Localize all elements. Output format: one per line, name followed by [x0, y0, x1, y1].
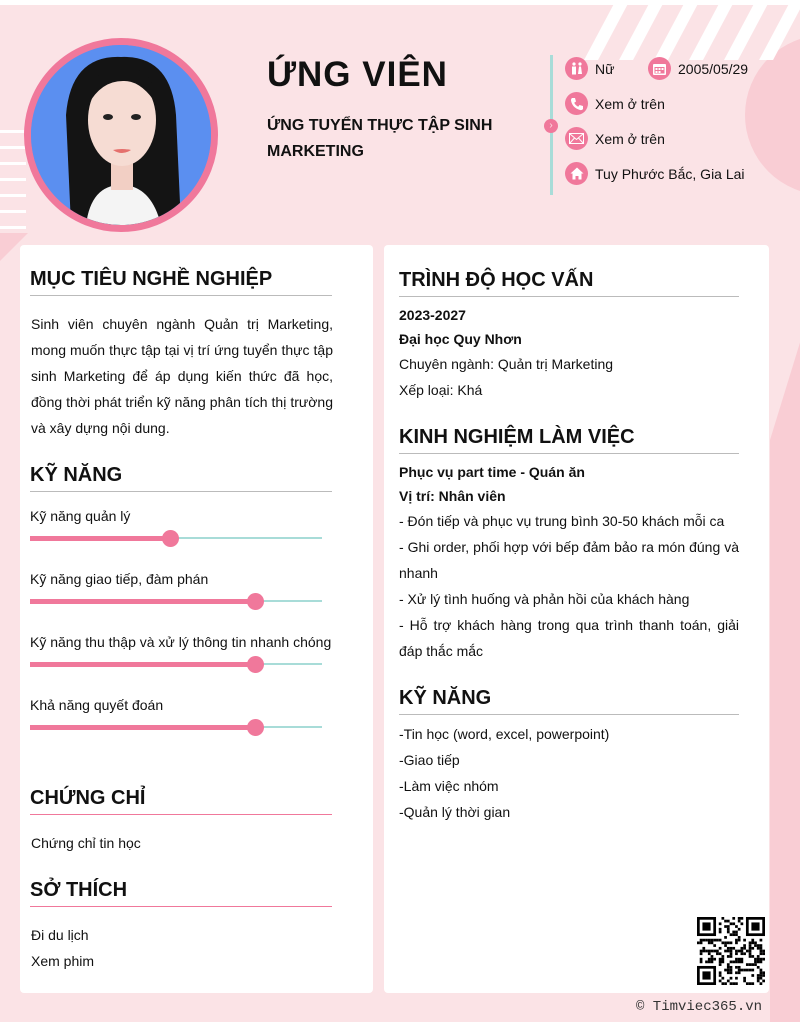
gender-icon: [565, 57, 588, 80]
hobby-item: Xem phim: [31, 953, 95, 969]
experience-line: - Xử lý tình huống và phản hồi của khách hàng: [399, 591, 690, 607]
right-column-content: [399, 268, 739, 825]
phone-icon: [565, 92, 588, 115]
section-title-skills-right: KỸ NĂNG: [399, 686, 739, 715]
skill-bar-knob: [247, 656, 264, 673]
skill-label: Kỹ năng thu thập và xử lý thông tin nhanh chóng: [30, 634, 332, 650]
skill-bar-fill: [30, 536, 170, 541]
decor-band: [770, 245, 800, 1022]
candidate-name: ỨNG VIÊN: [267, 55, 448, 94]
education-school: Đại học Quy Nhơn: [399, 331, 522, 347]
section-title-skills: KỸ NĂNG: [30, 464, 332, 492]
contact-gender: Nữ: [565, 57, 614, 80]
contact-email: Xem ở trên: [565, 127, 665, 150]
skill-bar: [30, 600, 322, 602]
contact-birthday: 2005/05/29: [648, 57, 748, 80]
experience-line: - Đón tiếp và phục vụ trung bình 30-50 khách mỗi ca: [399, 513, 725, 529]
education-grade: Xếp loại: Khá: [399, 382, 483, 398]
section-title-education: TRÌNH ĐỘ HỌC VẤN: [399, 268, 739, 297]
skill-bar-fill: [30, 662, 255, 667]
skill-bar: [30, 726, 322, 728]
cv-page: [0, 5, 800, 1022]
skill-item: -Giao tiếp: [399, 752, 460, 768]
copyright: © Timviec365.vn: [636, 999, 763, 1015]
skill-bar: [30, 663, 322, 665]
skill-bar: [30, 537, 322, 539]
job-title: ỨNG TUYỂN THỰC TẬP SINH MARKETING: [267, 117, 493, 160]
skill-bar-fill: [30, 725, 255, 730]
chevron-right-icon: ›: [544, 119, 558, 133]
skill-label: Kỹ năng quản lý: [30, 508, 131, 524]
experience-company: Phục vụ part time - Quán ăn: [399, 464, 585, 480]
calendar-icon: [648, 57, 671, 80]
experience-position: Vị trí: Nhân viên: [399, 488, 506, 504]
section-title-experience: KINH NGHIỆM LÀM VIỆC: [399, 425, 739, 454]
experience-line: - Ghi order, phối hợp với bếp đảm bảo ra món đúng và nhanh: [399, 539, 739, 581]
skill-bar-knob: [247, 719, 264, 736]
skill-label: Kỹ năng giao tiếp, đàm phán: [30, 571, 209, 587]
experience-line: - Hỗ trợ khách hàng trong qua trình thanh toán, giải đáp thắc mắc: [399, 617, 739, 659]
skill-bar-fill: [30, 599, 255, 604]
skill-item: -Làm việc nhóm: [399, 778, 499, 794]
contact-phone: Xem ở trên: [565, 92, 665, 115]
skill-bar-knob: [247, 593, 264, 610]
education-major: Chuyên ngành: Quản trị Marketing: [399, 356, 614, 372]
hobby-item: Đi du lịch: [31, 927, 89, 943]
avatar: [24, 38, 218, 232]
skill-label: Khả năng quyết đoán: [30, 697, 164, 713]
skill-item: -Tin học (word, excel, powerpoint): [399, 726, 610, 742]
section-title-objective: MỤC TIÊU NGHỀ NGHIỆP: [30, 268, 332, 296]
education-period: 2023-2027: [399, 307, 466, 323]
objective-text: Sinh viên chuyên ngành Quản trị Marketing, mong muốn thực tập tại vị trí ứng tuyển thực tập sinh Marketing để áp dụng kiến thức đã học, đồng thời phát triển kỹ năng phân tích thị trường và xây dựng nội dung.: [31, 316, 333, 436]
home-icon: [565, 162, 588, 185]
email-icon: [565, 127, 588, 150]
skill-item: -Quản lý thời gian: [399, 804, 511, 820]
section-title-hobbies: SỞ THÍCH: [30, 879, 332, 907]
section-title-certificates: CHỨNG CHỈ: [30, 787, 332, 815]
qr-code[interactable]: [693, 913, 769, 989]
contact-address: Tuy Phước Bắc, Gia Lai: [565, 162, 745, 185]
certificate-item: Chứng chỉ tin học: [31, 835, 141, 851]
